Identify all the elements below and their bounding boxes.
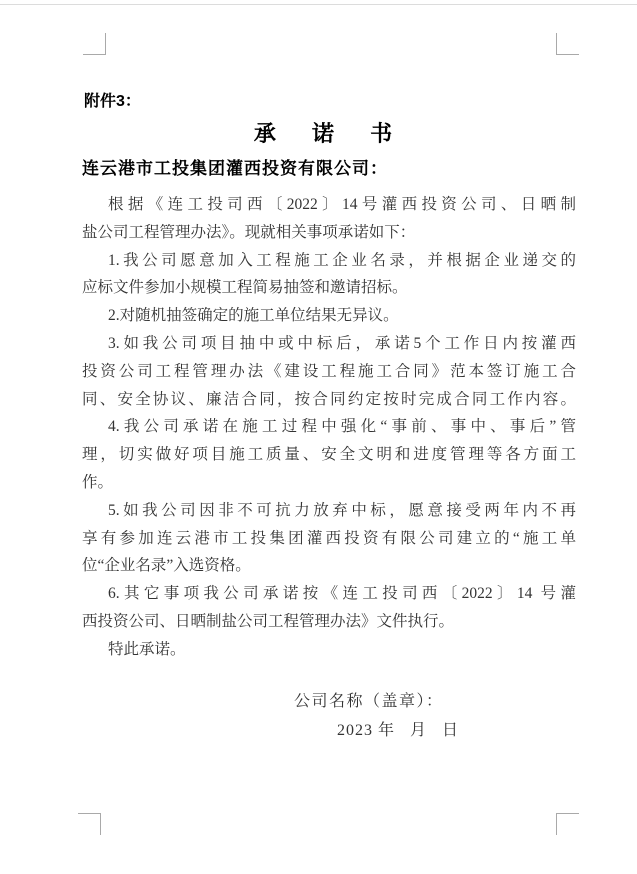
signature-date-line: 2023 年 月 日 xyxy=(337,722,460,739)
body-line: 享有参加连云港市工投集团灌西投资有限公司建立的“施工单 xyxy=(82,529,576,547)
body-line: 投资公司工程管理办法《建设工程施工合同》范本签订施工合 xyxy=(82,362,576,380)
signature-company-label: 公司名称（盖章）： xyxy=(294,693,444,710)
body-line: 6.其它事项我公司承诺按《连工投司西〔2022〕14 号灌 xyxy=(108,585,576,603)
body-line: 2.对随机抽签确定的施工单位结果无异议。 xyxy=(108,307,399,325)
body-line: 4.我公司承诺在施工过程中强化“事前、事中、事后”管 xyxy=(108,418,576,436)
salutation-line: 连云港市工投集团灌西投资有限公司： xyxy=(82,159,388,178)
body-line: 同、安全协议、廉洁合同，按合同约定按时完成合同工作内容。 xyxy=(82,390,576,408)
body-line: 盐公司工程管理办法》。现就相关事项承诺如下： xyxy=(82,223,416,241)
body-line: 位“企业名录”入选资格。 xyxy=(82,557,251,575)
body-line: 根据《连工投司西〔2022〕14号灌西投资公司、日晒制 xyxy=(108,196,576,213)
document-title: 承 诺 书 xyxy=(253,121,405,146)
crop-mark-top-right xyxy=(556,33,579,55)
page-top-rule xyxy=(0,4,637,5)
body-line: 西投资公司、日晒制盐公司工程管理办法》文件执行。 xyxy=(82,612,455,630)
crop-mark-top-left xyxy=(83,33,106,55)
body-line: 5.如我公司因非不可抗力放弃中标，愿意接受两年内不再 xyxy=(108,501,576,519)
crop-mark-bottom-left xyxy=(78,813,101,835)
body-line: 理，切实做好项目施工质量、安全文明和进度管理等各方面工 xyxy=(82,446,576,464)
document-body xyxy=(82,191,576,664)
attachment-label: 附件3： xyxy=(84,93,141,110)
crop-mark-bottom-right xyxy=(556,813,579,835)
body-line: 特此承诺。 xyxy=(108,640,186,658)
body-line: 应标文件参加小规模工程简易抽签和邀请招标。 xyxy=(82,279,408,297)
body-line: 作。 xyxy=(82,473,114,491)
body-line: 3.如我公司项目抽中或中标后，承诺5个工作日内按灌西 xyxy=(108,334,576,352)
body-line: 1.我公司愿意加入工程施工企业名录，并根据企业递交的 xyxy=(108,251,576,269)
